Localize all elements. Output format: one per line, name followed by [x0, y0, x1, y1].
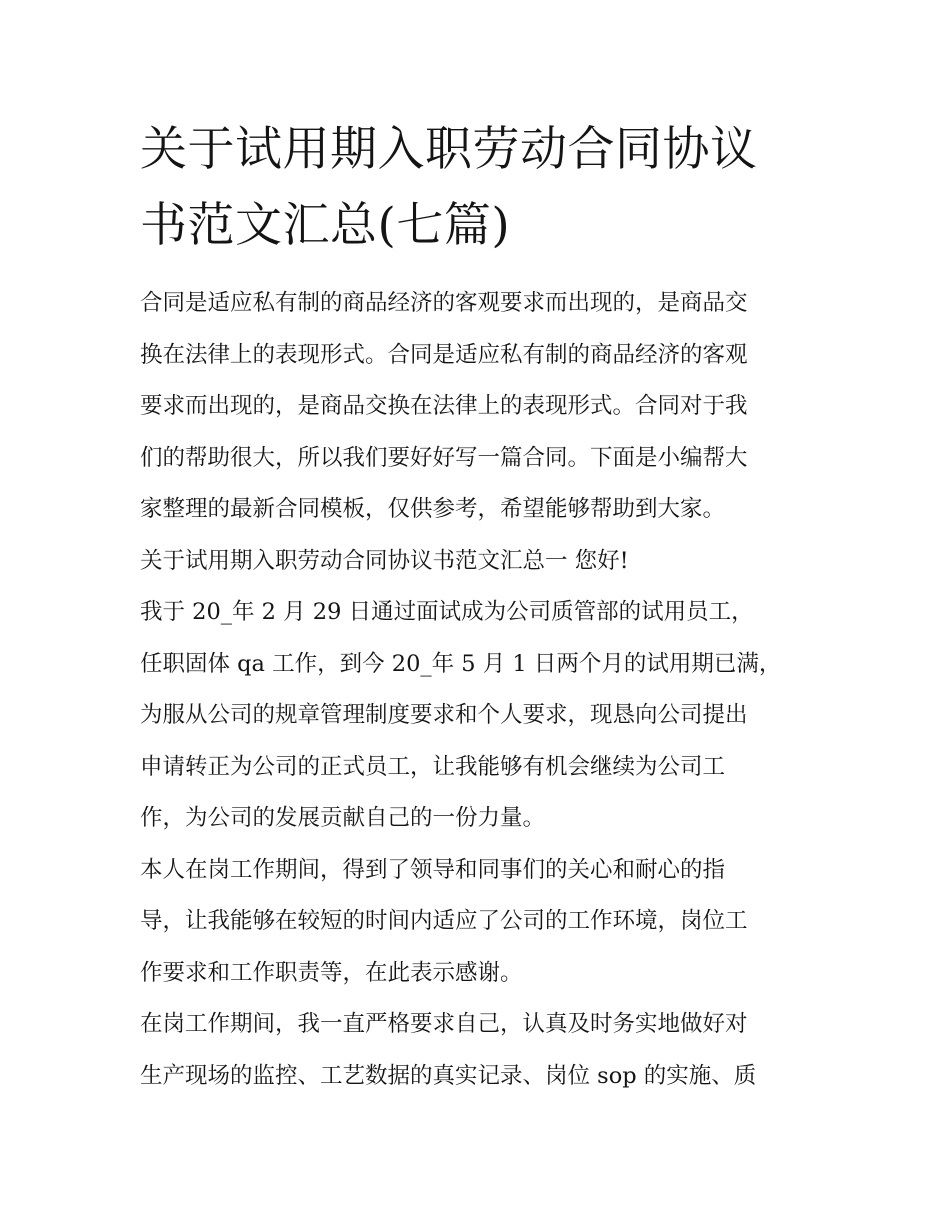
body-line: 任职固体 qa 工作，到今 20_年 5 月 1 日两个月的试用期已满，	[140, 650, 782, 677]
document-body	[140, 278, 830, 1102]
body-line: 家整理的最新合同模板，仅供参考，希望能够帮助到大家。	[140, 496, 726, 522]
body-line: 生产现场的监控、工艺数据的真实记录、岗位 sop 的实施、质	[140, 1062, 757, 1089]
body-line: 申请转正为公司的正式员工，让我能够有机会继续为公司工	[140, 753, 726, 780]
title-line: 书范文汇总(七篇)	[140, 198, 511, 253]
body-line: 要求而出现的，是商品交换在法律上的表现形式。合同对于我	[140, 393, 748, 419]
body-line: 换在法律上的表现形式。合同是适应私有制的商品经济的客观	[140, 341, 748, 368]
document-title	[140, 112, 820, 264]
body-line: 导，让我能够在较短的时间内适应了公司的工作环境，岗位工	[140, 908, 748, 934]
body-line: 作要求和工作职责等，在此表示感谢。	[140, 959, 523, 986]
body-line: 我于 20_年 2 月 29 日通过面试成为公司质管部的试用员工，	[140, 599, 754, 625]
body-line: 本人在岗工作期间，得到了领导和同事们的关心和耐心的指	[140, 856, 726, 883]
body-line: 作，为公司的发展贡献自己的一份力量。	[140, 805, 546, 831]
body-line: 合同是适应私有制的商品经济的客观要求而出现的，是商品交	[140, 290, 748, 316]
body-line: 关于试用期入职劳动合同协议书范文汇总一 您好!	[140, 547, 629, 574]
title-line: 关于试用期入职劳动合同协议	[140, 122, 758, 177]
body-line: 们的帮助很大，所以我们要好好写一篇合同。下面是小编帮大	[140, 444, 748, 471]
body-line: 为服从公司的规章管理制度要求和个人要求，现恳向公司提出	[140, 702, 748, 728]
body-line: 在岗工作期间，我一直严格要求自己，认真及时务实地做好对	[140, 1011, 748, 1037]
